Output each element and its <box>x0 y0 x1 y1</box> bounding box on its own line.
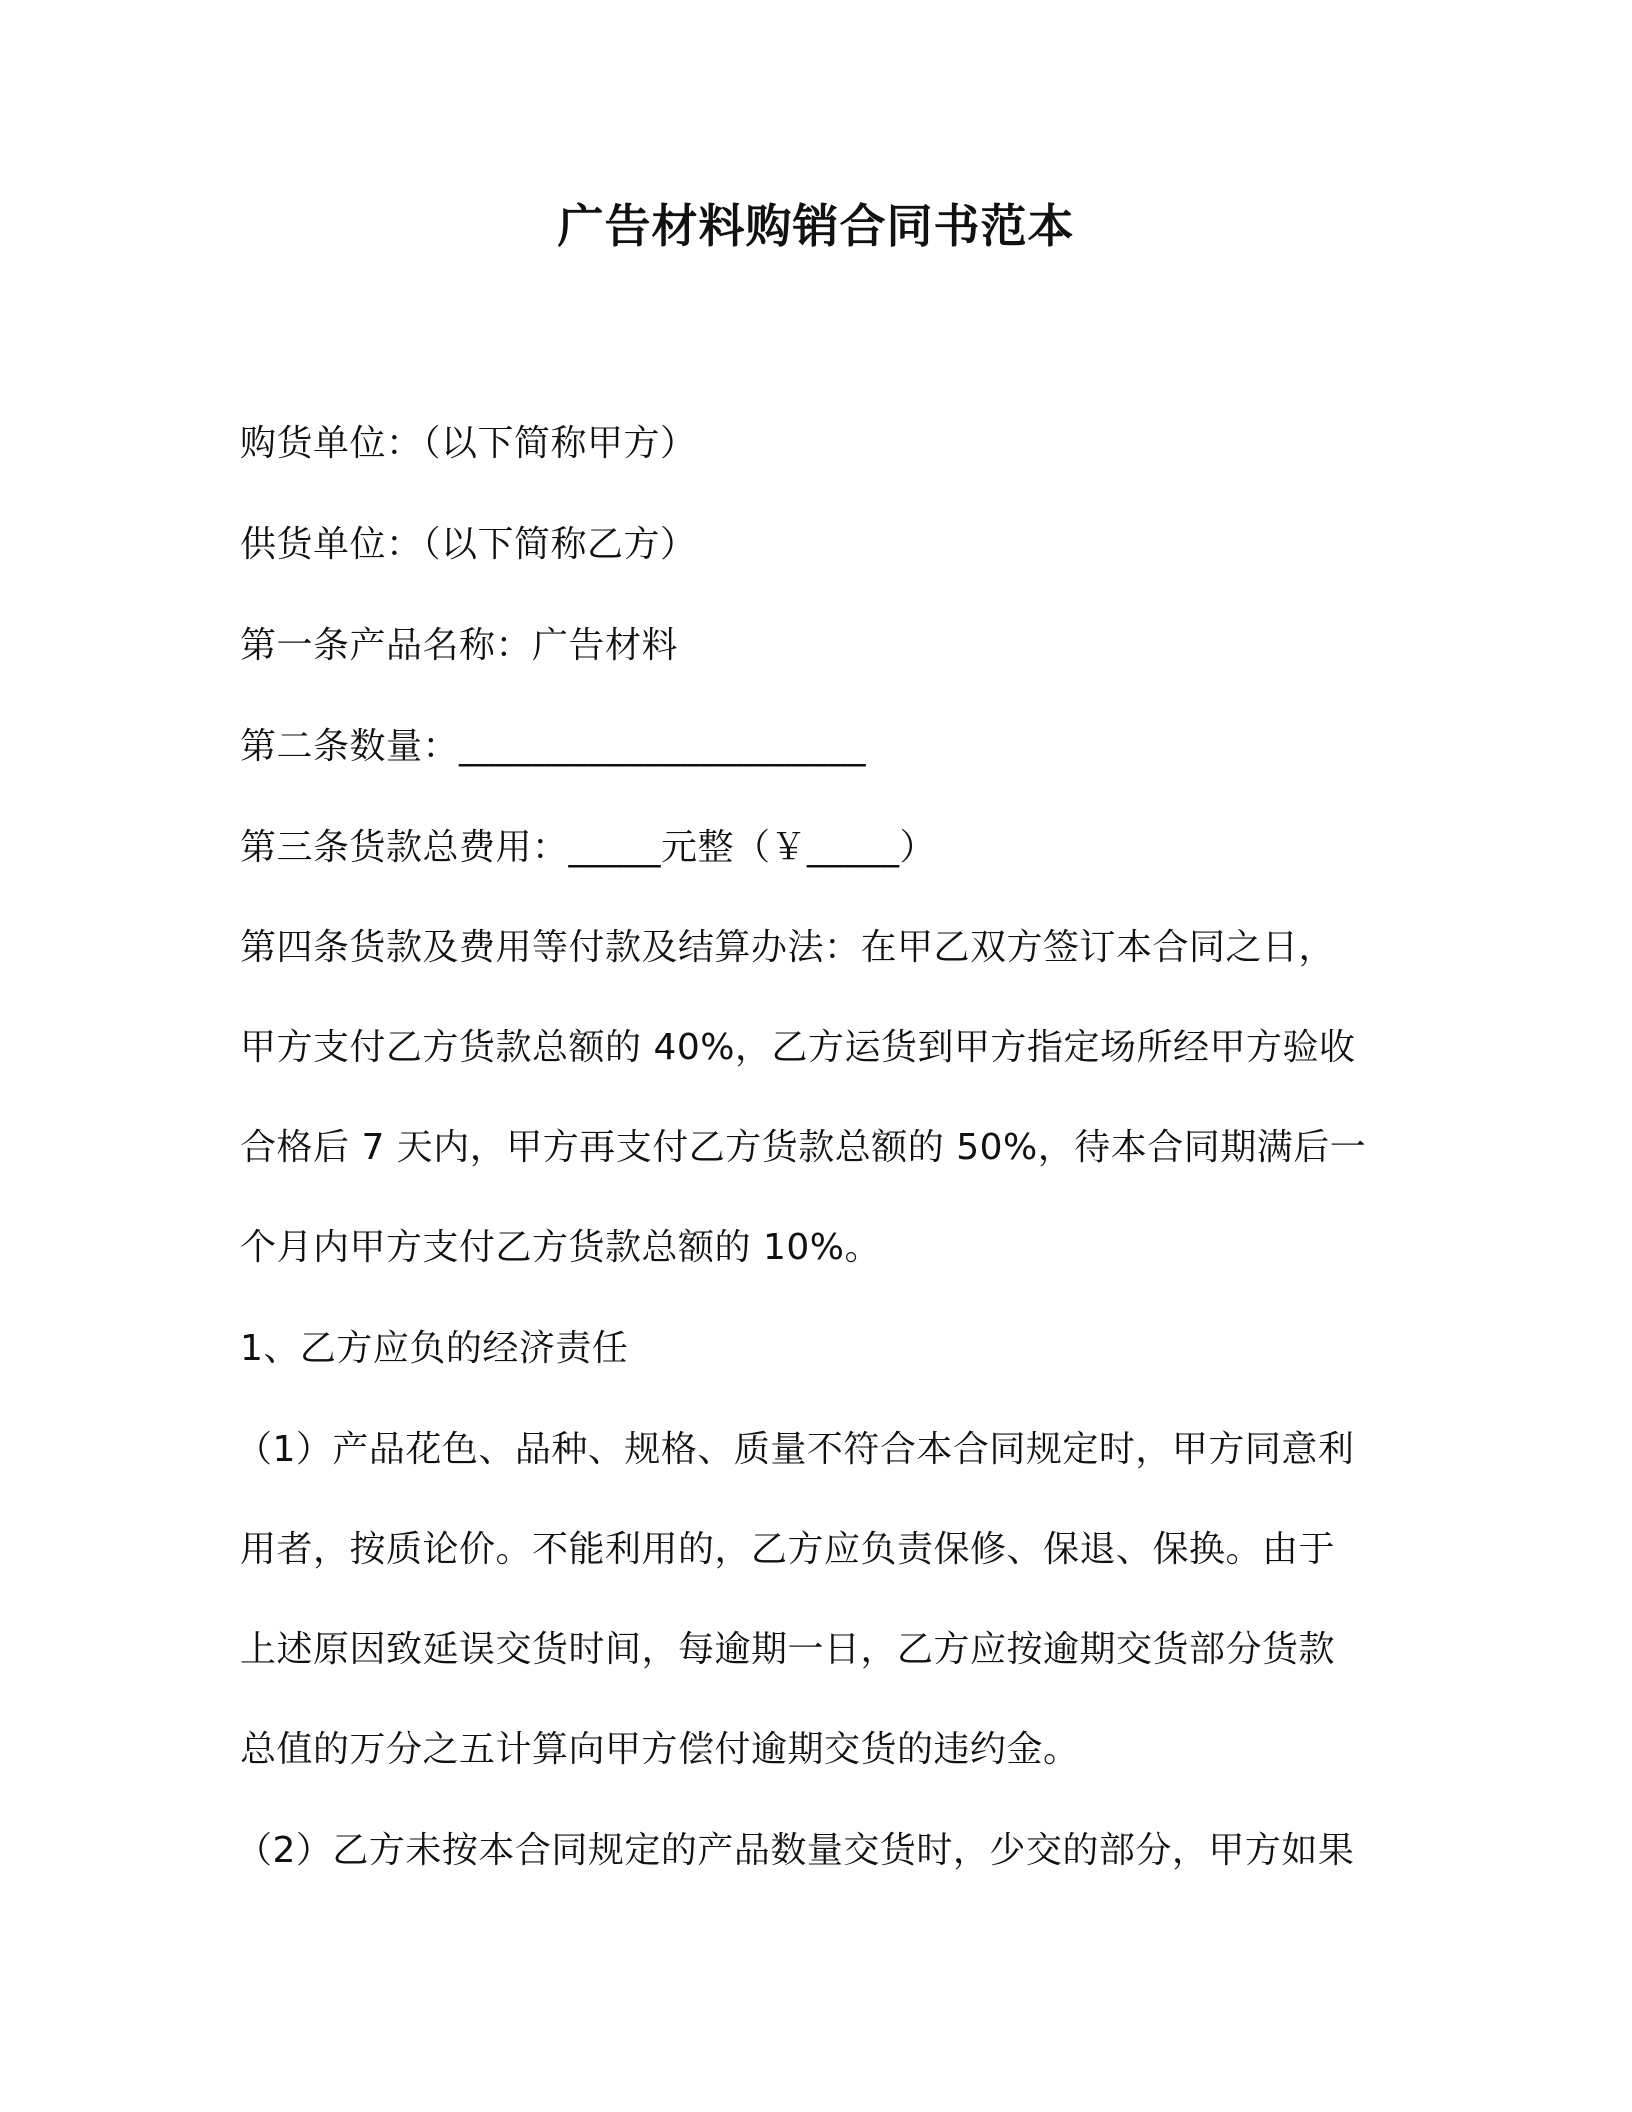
article-3-total-cost: 第三条货款总费用：_____元整（￥_____） <box>240 827 937 868</box>
article-4-payment-line-2: 甲方支付乙方货款总额的 40%，乙方运货到甲方指定场所经甲方验收 <box>240 1027 1356 1068</box>
supplier-line: 供货单位：（以下简称乙方） <box>240 524 697 565</box>
clause-1-line-4: 总值的万分之五计算向甲方偿付逾期交货的违约金。 <box>240 1729 1080 1770</box>
article-4-payment-line-3: 合格后 7 天内，甲方再支付乙方货款总额的 50%，待本合同期满后一 <box>240 1127 1367 1168</box>
section-1-heading: 1、乙方应负的经济责任 <box>240 1328 629 1369</box>
buyer-line: 购货单位：（以下简称甲方） <box>240 423 697 464</box>
article-1-product-name: 第一条产品名称：广告材料 <box>240 625 679 666</box>
article-2-quantity: 第二条数量：______________________ <box>240 726 867 767</box>
document-title: 广告材料购销合同书范本 <box>557 199 1075 253</box>
clause-2-line-1: （2）乙方未按本合同规定的产品数量交货时，少交的部分，甲方如果 <box>236 1830 1355 1871</box>
article-4-payment-line-1: 第四条货款及费用等付款及结算办法：在甲乙双方签订本合同之日， <box>240 927 1336 968</box>
clause-1-line-2: 用者，按质论价。不能利用的，乙方应负责保修、保退、保换。由于 <box>240 1529 1336 1570</box>
clause-1-line-3: 上述原因致延误交货时间，每逾期一日，乙方应按逾期交货部分货款 <box>240 1629 1336 1670</box>
clause-1-line-1: （1）产品花色、品种、规格、质量不符合本合同规定时，甲方同意利 <box>236 1429 1355 1470</box>
article-4-payment-line-4: 个月内甲方支付乙方货款总额的 10%。 <box>240 1227 881 1268</box>
